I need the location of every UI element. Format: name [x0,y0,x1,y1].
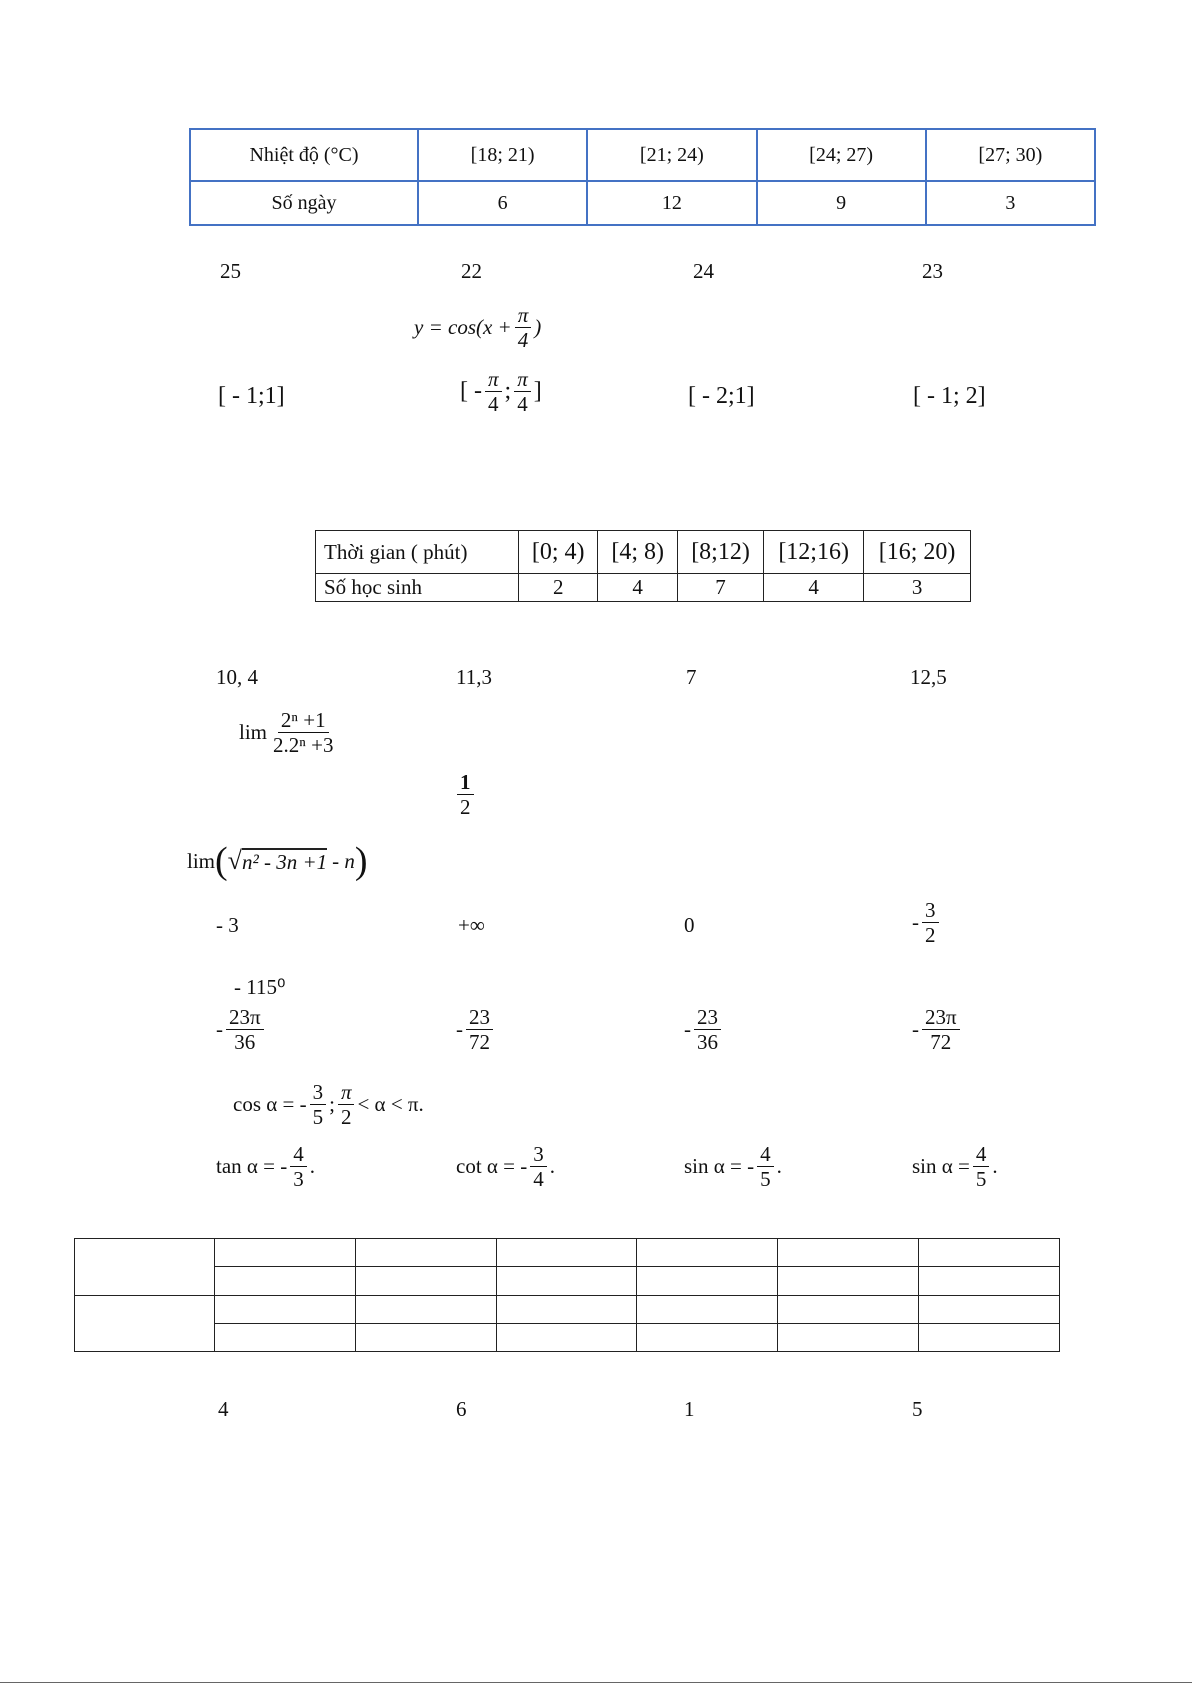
interval-cell: [18; 21) [418,129,587,181]
table-cell [919,1295,1060,1323]
table-cell [496,1295,637,1323]
time-table [315,530,971,602]
table-cell [919,1239,1060,1267]
days-row-label: Số ngày [190,181,418,225]
pi-over-four: $\frac{\pi}{4}$ [515,303,532,352]
table-cell [919,1267,1060,1295]
interval-cell: [4; 8) [598,531,677,574]
answer-a: 10, 4 [216,665,258,689]
function-expression: y = cos(x + $\frac{\pi}{4}$ ) [414,303,542,353]
answer-d: - $\frac{3}{2}$ [912,898,942,947]
temperature-table [189,128,1096,226]
answer-b: [ - $\frac{\pi}{4}$ ; $\frac{\pi}{4}$ ] [460,367,542,417]
answer-d: 23 [922,259,943,283]
table-cell [778,1239,919,1267]
interval-cell: [16; 20) [864,531,971,574]
interval-cell: [0; 4) [519,531,598,574]
count-cell: 4 [764,574,864,602]
answer-a: [ - 1;1] [218,383,285,409]
count-cell: 3 [926,181,1095,225]
answer-c: 24 [693,259,714,283]
answer-c: - $\frac{23}{36}$ [684,1005,724,1054]
table-cell [778,1323,919,1351]
table-cell [496,1267,637,1295]
table-cell [637,1267,778,1295]
interval-cell: [24; 27) [757,129,926,181]
table-cell [75,1295,215,1352]
students-row-label: Số học sinh [316,574,519,602]
answer-b: 6 [456,1397,467,1421]
interval-cell: [12;16) [764,531,864,574]
table-cell [355,1295,496,1323]
answer-b: +∞ [458,913,485,937]
count-cell: 3 [864,574,971,602]
table-cell [355,1239,496,1267]
answer-a: tan α = - $\frac{4}{3}$ . [216,1142,315,1192]
answer-b: 22 [461,259,482,283]
empty-data-table [74,1238,1060,1352]
count-cell: 4 [598,574,677,602]
interval-cell: [21; 24) [587,129,756,181]
answer-c: [ - 2;1] [688,383,755,409]
answer-d: 5 [912,1397,923,1421]
answer-d: - $\frac{23\pi}{72}$ [912,1005,963,1054]
table-cell [355,1267,496,1295]
time-header-label: Thời gian ( phút) [316,531,519,574]
count-cell: 9 [757,181,926,225]
answer-a: - $\frac{23\pi}{36}$ [216,1005,267,1054]
given-condition: cos α = - $\frac{3}{5}$ ; $\frac{\pi}{2}$ < α < π. [233,1080,424,1130]
table-cell [778,1267,919,1295]
table-cell [778,1295,919,1323]
table-cell [637,1323,778,1351]
limit-expression-1: lim $\frac{\text{2ⁿ +1}}{\text{2.2ⁿ +3}}$ [239,708,334,758]
answer-a: - 3 [216,913,239,937]
table-cell [496,1323,637,1351]
function-lhs: y = cos(x + [414,315,512,340]
table-cell [75,1239,215,1296]
count-cell: 7 [677,574,763,602]
answer-b: - $\frac{23}{72}$ [456,1005,496,1054]
answer-c: 1 [684,1397,695,1421]
answer-a: 4 [218,1397,229,1421]
table-cell [215,1239,356,1267]
table-cell [355,1323,496,1351]
table-cell [215,1323,356,1351]
count-cell: 2 [519,574,598,602]
answer-c: 7 [686,665,697,689]
table-cell [637,1295,778,1323]
answer-d: 12,5 [910,665,947,689]
interval-cell: [8;12) [677,531,763,574]
table-cell [496,1239,637,1267]
interval-cell: [27; 30) [926,129,1095,181]
angle-degrees: - 115⁰ [234,975,286,999]
answer-one-half: $\frac{1}{2}$ [454,770,477,819]
answer-d: [ - 1; 2] [913,383,986,409]
answer-b: 11,3 [456,665,492,689]
table-cell [919,1323,1060,1351]
table-cell [637,1239,778,1267]
limit-expression-2: lim ( √ n² - 3n +1 - n ) [187,840,368,882]
count-cell: 12 [587,181,756,225]
answer-a: 25 [220,259,241,283]
answer-c: sin α = - $\frac{4}{5}$ . [684,1142,782,1192]
page-bottom-rule [0,1682,1192,1683]
table-cell [215,1267,356,1295]
answer-b: cot α = - $\frac{3}{4}$ . [456,1142,555,1192]
answer-d: sin α = $\frac{4}{5}$ . [912,1142,998,1192]
temperature-header-label: Nhiệt độ (°C) [190,129,418,181]
answer-c: 0 [684,913,695,937]
table-cell [215,1295,356,1323]
count-cell: 6 [418,181,587,225]
